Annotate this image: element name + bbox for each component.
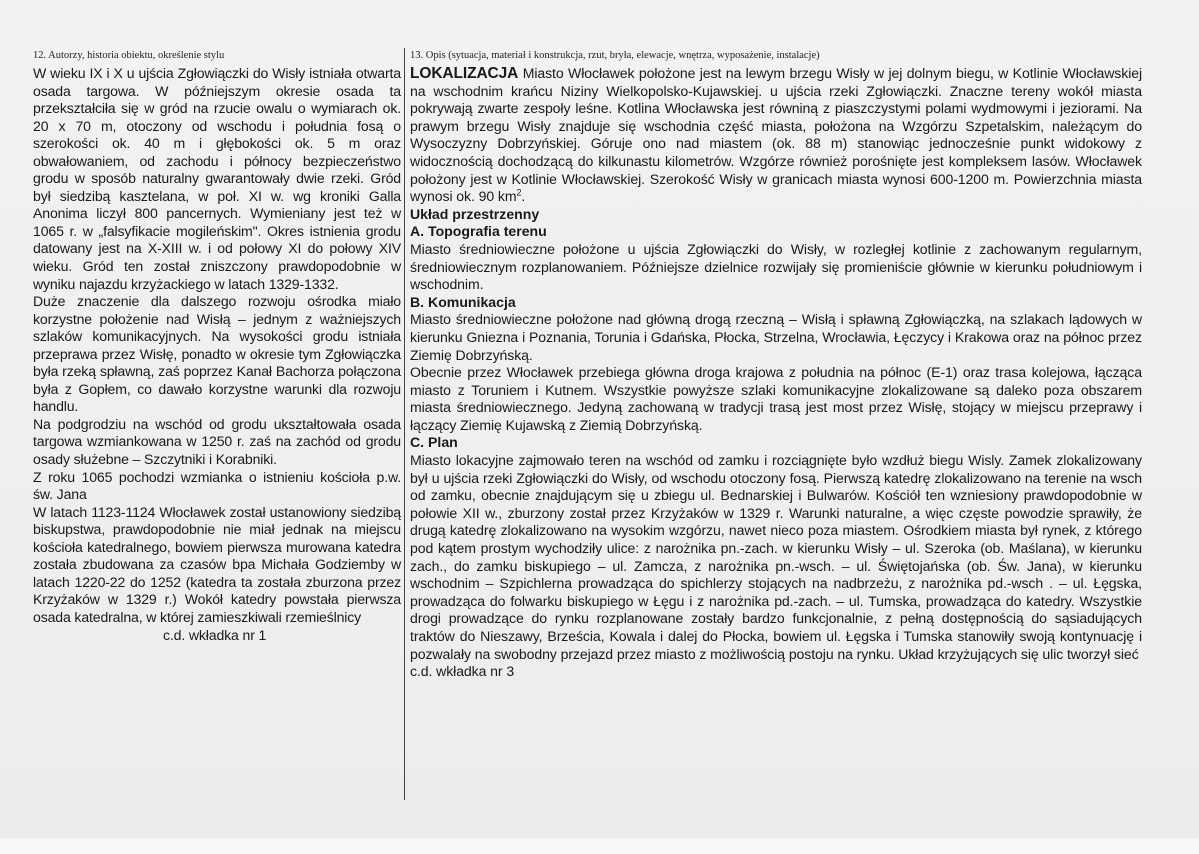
uklad-title: Układ przestrzenny bbox=[410, 205, 540, 222]
left-paragraph-5: W latach 1123-1124 Włocławek został ustanowiony siedzibą biskupstwa, prawdopodobnie nie miał jednak na miejscu kościoła katedralnego, bowiem pierwsza murowana katedra została zbudowana za czasów bpa Michała Godziemby w latach 1220-22 do 1252 (katedra ta została zburzona przez Krzyżaków w 1329 r.) Wokół katedry powstała pierwsza osada katedralna, w której zamieszkiwali rzemieślnicy bbox=[33, 503, 401, 625]
left-section-header: 12. Autorzy, historia obiektu, określenie stylu bbox=[33, 50, 225, 61]
left-column bbox=[33, 50, 401, 644]
right-continuation: c.d. wkładka nr 3 bbox=[410, 663, 515, 680]
right-column bbox=[410, 50, 1142, 681]
section-a-title: A. Topografia terenu bbox=[410, 223, 547, 240]
section-b-text-2: Obecnie przez Włocławek przebiega główna droga krajowa z południa na północ (E-1) oraz trasa kolejowa, łącząca miasto z Toruniem i Kutnem. Wszystkie powyższe szlaki komunikacyjne zlokalizowane są daleko poza obszarem miasta średniowiecznego. Jedyną zachowaną w tradycji trasą jest most przez Wisłę, stojący w miejscu przeprawy i łączący Ziemię Kujawską z Ziemią Dobrzyńską. bbox=[410, 364, 1142, 433]
section-c-title: C. Plan bbox=[410, 434, 458, 451]
page-bottom-edge bbox=[0, 838, 1199, 854]
lokalizacja-paragraph bbox=[410, 65, 1142, 206]
left-paragraph-2: Duże znaczenie dla dalszego rozwoju ośrodka miało korzystne położenie nad Wisłą – jednym z ważniejszych szlaków komunikacyjnych. Na wysokości grodu istniała przeprawa przez Wisłę, ponadto w okresie tym Zgłowiączka była rzeką spławną, zaś poprzez Kanał Bachorza połączona była z Gopłem, co dawało korzystne warunki dla rozwoju handlu. bbox=[33, 293, 401, 415]
section-b-text-1: Miasto średniowieczne położone nad główną drogą rzeczną – Wisłą i spławną Zgłowiączką, na szlakach lądowych w kierunku Gniezna i Poznania, Torunia i Gdańska, Płocka, Strzelna, Wrocławia, Łęczycy i Krakowa oraz na północ przez Ziemię Dobrzyńską. bbox=[410, 311, 1142, 363]
left-continuation: c.d. wkładka nr 1 bbox=[163, 626, 267, 643]
right-section-header: 13. Opis (sytuacja, materiał i konstrukcja, rzut, bryła, elewacje, wnętrza, wyposażenie, instalacje) bbox=[410, 50, 820, 61]
section-b-title: B. Komunikacja bbox=[410, 293, 516, 310]
lokalizacja-label: LOKALIZACJA bbox=[410, 65, 519, 82]
left-paragraph-3: Na podgrodziu na wschód od grodu ukształtowała osada targowa wzmiankowana w 1250 r. zaś na zachód od grodu osady służebne – Szczytniki i Korabniki. bbox=[33, 415, 401, 468]
lokalizacja-end: . bbox=[521, 188, 526, 205]
superscript-2: 2 bbox=[516, 187, 522, 198]
section-c-text: Miasto lokacyjne zajmowało teren na wschód od zamku i rozciągnięte było wzdłuż biegu Wisly. Zamek zlokalizowany był u ujścia rzeki Zgłowiączki do Wisły, od wschodu otoczony fosą. Pierwszą katedrę zlokalizowano na terenie na wsch od zamku, obecnie znajdującym się u zbiegu ul. Bednarskiej i Bulwarów. Kościół ten wzniesiony prawdopodobnie w połowie XII w., zburzony został przez Krzyżaków w 1329 r. Warunki naturalne, a więc częste powodzie sprawiły, że drugą katedrę zlokalizowano na wysokim wzgórzu, nawet nieco poza miastem. Ośrodkiem miasta był rynek, z którego pod kątem prostym wychodziły ulice: z narożnika pn.-zach. w kierunku Wisły – ul. Szeroka (ob. Maślana), w kierunku zach., do zamku biskupiego – ul. Zamcza, z narożnika pn.-wsch. – ul. Świętojańska (ob. Św. Jana), w kierunku wschodnim – Szpichlerna prowadząca do spichlerzy stojących na nadbrzeżu, z narożnika pd.-wsch . – ul. Łęgska, prowadząca do folwarku biskupiego w Łęgu i z narożnika pd.-zach. – ul. Tumska, prowadząca do katedry. Wszystkie drogi prowadzące do rynku rozplanowane zostały bardzo funkcjonalnie, z pełną dostępnością do sąsiadujących traktów do Nieszawy, Brześcia, Kowala i dalej do Płocka, bowiem ul. Łęgska i Tumska stanowiły swoją kontynuację i pozwalały na swobodny przejazd przez miasto z możliwością postoju na rynku. Układ krzyżujących się ulic tworzył sieć bbox=[410, 452, 1142, 662]
left-paragraph-4: Z roku 1065 pochodzi wzmianka o istnieniu kościoła p.w. św. Jana bbox=[33, 468, 401, 503]
section-a-text: Miasto średniowieczne położone u ujścia Zgłowiączki do Wisły, w rozległej kotlinie z zachowanym regularnym, średniowiecznym rozplanowaniem. Późniejsze dzielnice rozwijały się promieniście głównie w kierunku południowym i wschodnim. bbox=[410, 240, 1142, 293]
left-paragraph-1: W wieku IX i X u ujścia Zgłowiączki do Wisły istniała otwarta osada targowa. W późniejszym okresie osada ta przekształciła się w gród na rzucie owalu o wymiarach ok. 20 x 70 m, otoczony od wschodu i południa fosą o szerokości ok. 40 m i głębokości ok. 5 m oraz obwałowaniem, od zachodu i północy bezpieczeństwo grodu w sposób naturalny gwarantowały dwie rzeki. Gród był siedzibą kasztelana, w poł. XI w. wg kroniki Galla Anonima liczył 800 pancernych. Wymieniany jest też w 1065 r. w „falsyfikacie mogileńskim". Okres istnienia grodu datowany jest na X-XIII w. i od połowy XI do połowy XIV wieku. Gród ten został zniszczony prawdopodobnie w wyniku najazdu krzyżackiego w latach 1329-1332. bbox=[33, 65, 401, 292]
lokalizacja-text: Miasto Włocławek położone jest na lewym brzegu Wisły w jej dolnym biegu, w Kotlinie Włocławskiej na wschodnim krańcu Niziny Wielkopolsko-Kujawskiej. u ujścia rzeki Zgłowiączki. Znaczne tereny wokół miasta pokrywają zwarte zespoły leśne. Kotlina Włocławska jest równiną z piaszczystymi polami wydmowymi i jeziorami. Na prawym brzegu Wisły znajduje się wschodnia część miasta, położona na Wzgórzu Szpetalskim, należącym do Wysoczyzny Dobrzyńskiej. Góruje ono nad miastem (ok. 88 m) stanowiąc jednocześnie punkt widokowy z widocznością dochodzącą do kilkunastu kilometrów. Wzgórze również porośnięte jest kompleksem lasów. Włocławek położony jest w Kotlinie Włocławskiej. Szerokość Wisły w granicach miasta wynosi 600-1200 m. Powierzchnia miasta wynosi ok. 90 km bbox=[410, 65, 1142, 205]
column-divider bbox=[404, 48, 405, 800]
